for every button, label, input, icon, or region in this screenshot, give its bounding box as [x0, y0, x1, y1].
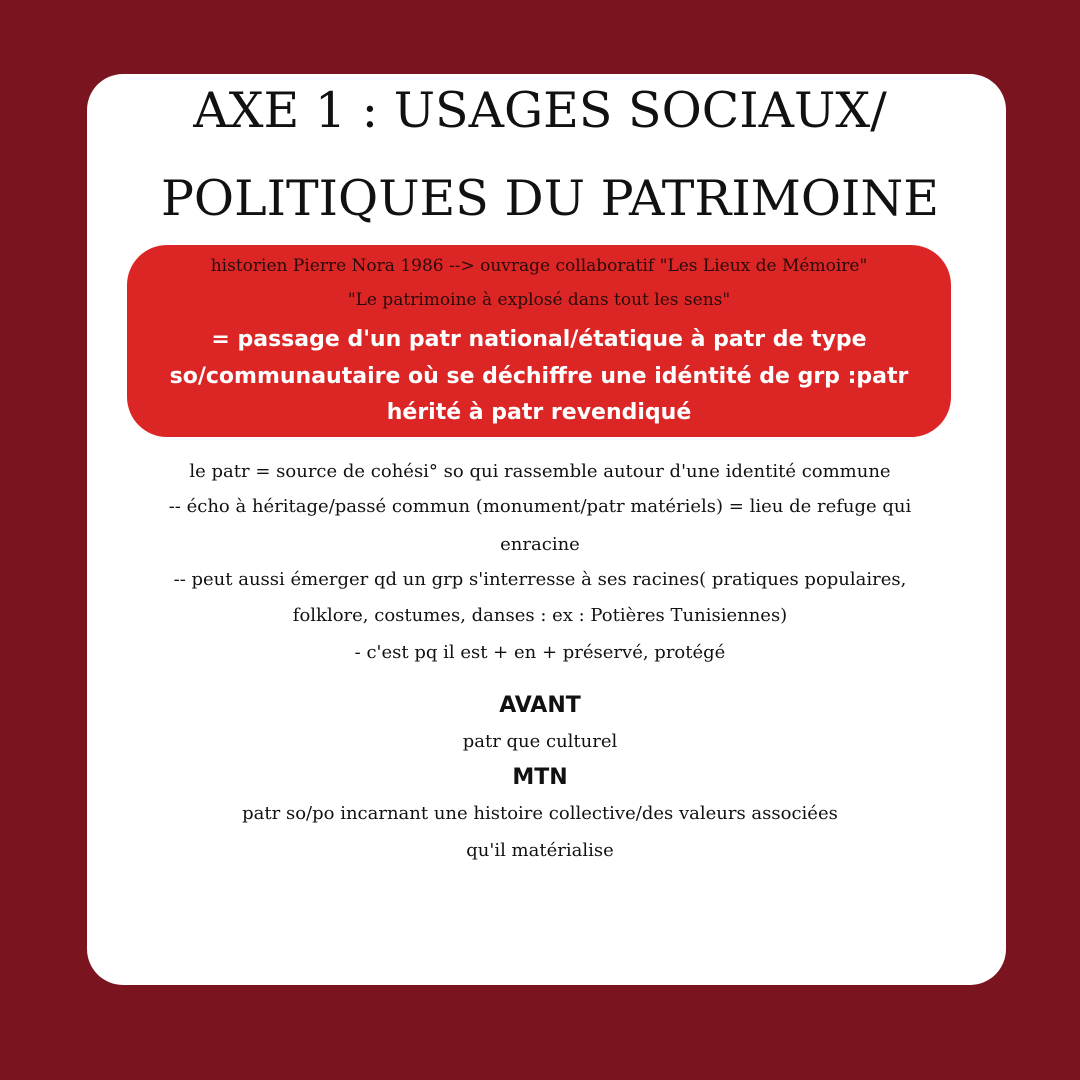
body-line-6: - c'est pq il est + en + préservé, protégé [354, 642, 726, 663]
highlight-source-line: historien Pierre Nora 1986 --> ouvrage collaboratif "Les Lieux de Mémoire" [210, 256, 868, 276]
body-line-2: -- écho à héritage/passé commun (monument/patr matériels) = lieu de refuge qui [168, 496, 912, 517]
highlight-quote-line: "Le patrimoine à explosé dans tout les sens" [347, 290, 731, 310]
body-line-1: le patr = source de cohési° so qui rassemble autour d'une identité commune [189, 461, 891, 482]
avant-heading: AVANT [499, 693, 581, 718]
avant-text: patr que culturel [462, 731, 618, 752]
highlight-bold-line-3: hérité à patr revendiqué [386, 400, 692, 425]
mtn-heading: MTN [512, 765, 568, 790]
body-line-5: folklore, costumes, danses : ex : Potières Tunisiennes) [292, 605, 788, 626]
page-title-line-1: AXE 1 : USAGES SOCIAUX/ [193, 82, 887, 139]
page-title-line-2: POLITIQUES DU PATRIMOINE [160, 170, 940, 227]
mtn-text-line-1: patr so/po incarnant une histoire collective/des valeurs associées [242, 803, 838, 824]
mtn-text-line-2: qu'il matérialise [466, 840, 614, 861]
body-line-4: -- peut aussi émerger qd un grp s'interresse à ses racines( pratiques populaires, [173, 569, 907, 590]
body-line-3: enracine [500, 534, 580, 555]
highlight-bold-line-1: = passage d'un patr national/étatique à patr de type [211, 327, 867, 352]
highlight-bold-line-2: so/communautaire où se déchiffre une idéntité de grp :patr [169, 364, 909, 389]
